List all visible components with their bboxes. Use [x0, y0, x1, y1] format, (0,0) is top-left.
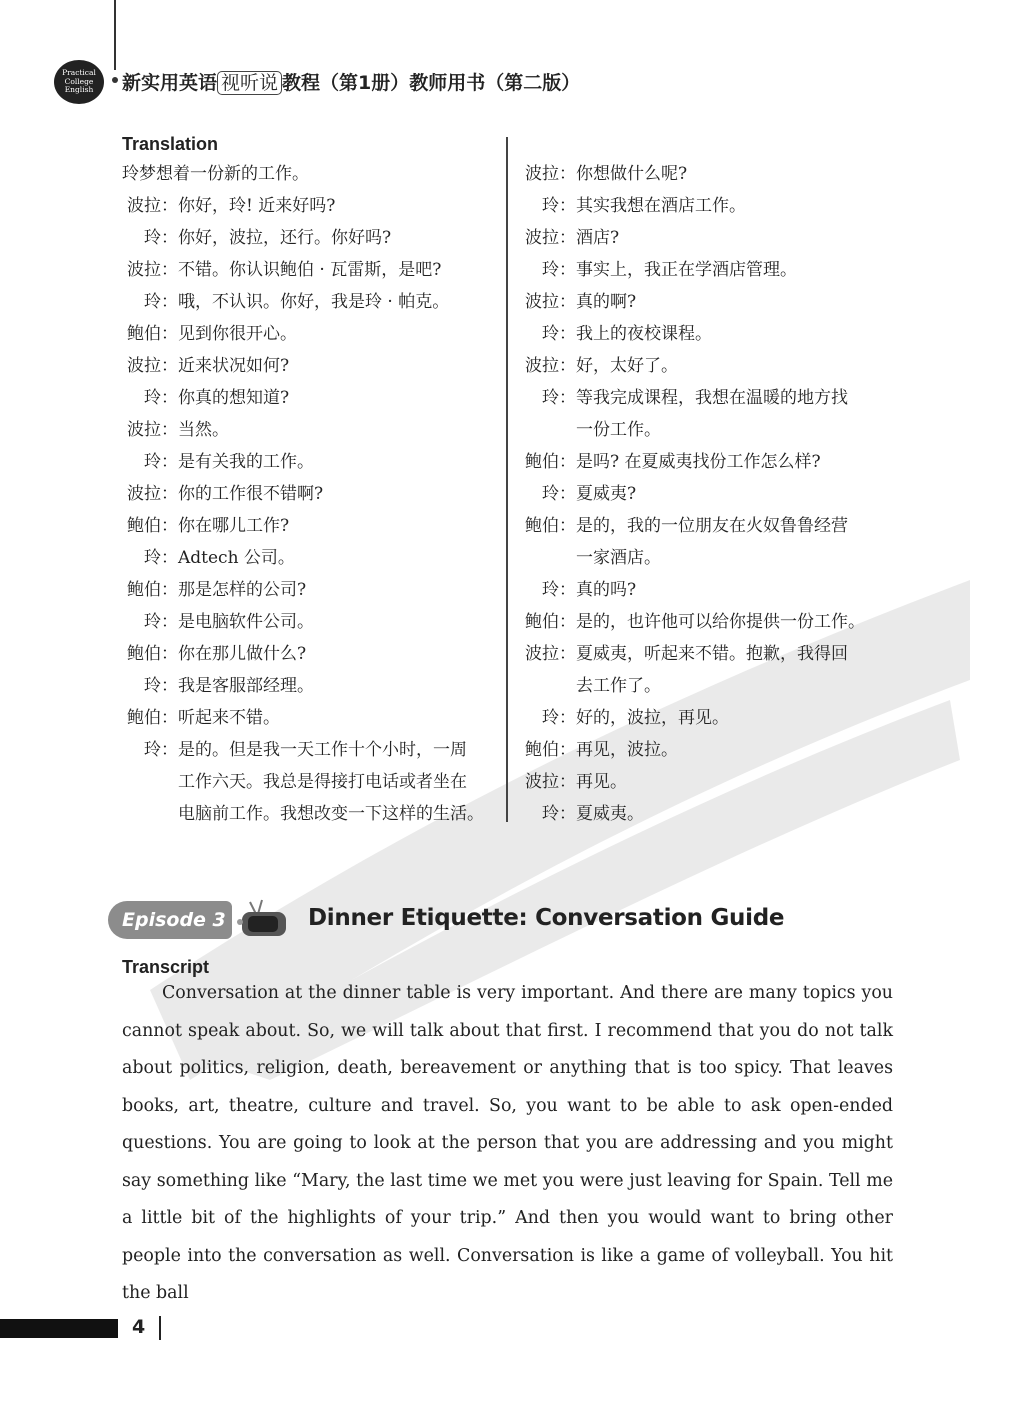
dialogue-text: 近来状况如何?: [178, 356, 290, 376]
dialogue-line: [520, 318, 900, 350]
translation-right-column: [520, 158, 900, 830]
speaker-label: [520, 414, 576, 446]
dialogue-text: 真的吗?: [576, 580, 637, 600]
dialogue-text: 再见，波拉。: [576, 740, 678, 760]
page-number: 4: [132, 1316, 146, 1338]
speaker-label: 鲍伯：: [525, 612, 576, 632]
dialogue-text: 你在那儿做什么?: [178, 644, 307, 664]
dialogue-line: [520, 382, 900, 414]
dialogue-text: 我是客服部经理。: [178, 676, 314, 696]
speaker-label: [520, 670, 576, 702]
footer-bar: [0, 1319, 118, 1338]
dialogue-line: [122, 190, 502, 222]
dialogue-line: [122, 222, 502, 254]
dialogue-text: 那是怎样的公司?: [178, 580, 307, 600]
speaker-label: 玲：: [144, 452, 178, 472]
dialogue-line: [122, 670, 502, 702]
dialogue-text: 你想做什么呢?: [576, 164, 688, 184]
speaker-label: 玲：: [542, 708, 576, 728]
speaker-label: 鲍伯：: [127, 644, 178, 664]
speaker-label: 鲍伯：: [127, 708, 178, 728]
dialogue-text: Adtech 公司。: [178, 548, 295, 568]
transcript-heading: Transcript: [122, 957, 210, 977]
header-rule: [114, 0, 116, 70]
dialogue-line: [122, 638, 502, 670]
dialogue-line: [520, 158, 900, 190]
dialogue-text: 夏威夷，听起来不错。抱歉，我得回: [576, 644, 848, 664]
dialogue-text: 当然。: [178, 420, 229, 440]
dialogue-text: 是有关我的工作。: [178, 452, 314, 472]
speaker-label: 玲：: [144, 676, 178, 696]
dialogue-text: 我上的夜校课程。: [576, 324, 712, 344]
book-logo: [54, 60, 104, 104]
speaker-label: 玲：: [542, 388, 576, 408]
header-title-post: 教程（第1册）教师用书（第二版）: [282, 72, 581, 94]
dialogue-line: [122, 798, 502, 830]
speaker-label: 玲：: [542, 580, 576, 600]
dialogue-text: 是的，也许他可以给你提供一份工作。: [576, 612, 865, 632]
speaker-label: 波拉：: [127, 484, 178, 504]
speaker-label: 玲：: [144, 388, 178, 408]
footer-rule: [159, 1316, 161, 1340]
dialogue-text: 是吗? 在夏威夷找份工作怎么样?: [576, 452, 821, 472]
dialogue-text: 好，太好了。: [576, 356, 678, 376]
logo-line-2: College: [64, 76, 94, 86]
speaker-label: 波拉：: [525, 228, 576, 248]
dialogue-line: [520, 414, 900, 446]
speaker-label: 玲：: [542, 260, 576, 280]
dialogue-line: [122, 734, 502, 766]
speaker-label: 鲍伯：: [525, 516, 576, 536]
dialogue-text: 是的。但是我一天工作十个小时，一周: [178, 740, 467, 760]
dialogue-text: 夏威夷?: [576, 484, 637, 504]
speaker-label: 玲：: [542, 484, 576, 504]
speaker-label: [122, 766, 178, 798]
speaker-label: 波拉：: [525, 644, 576, 664]
episode-tab: Episode 3: [108, 901, 232, 939]
header-title-boxed: 视听说: [217, 71, 282, 95]
speaker-label: 鲍伯：: [127, 516, 178, 536]
dialogue-text: 是电脑软件公司。: [178, 612, 314, 632]
dialogue-text: 夏威夷。: [576, 804, 644, 824]
dialogue-line: [520, 478, 900, 510]
dialogue-text: 你真的想知道?: [178, 388, 290, 408]
speaker-label: 玲：: [144, 292, 178, 312]
transcript-paragraph: Conversation at the dinner table is very important. And there are many topics you cannot speak about. So, we will talk about that first. I recommend that you do not talk about politics, religion, death, bereavement or anything that is too spicy. That leaves books, art, theatre, culture and travel. So, you want to be able to ask open-ended questions. You are going to look at the person that you are addressing and you might say something like “Mary, the last time we met you were just leaving for Spain. Tell me a little bit of the highlights of your trip.” And then you would want to bring other people into the conversation as well. Conversation is like a game of volleyball. You hit the ball: [122, 983, 893, 1303]
speaker-label: 波拉：: [525, 356, 576, 376]
dialogue-text: 见到你很开心。: [178, 324, 297, 344]
header-bullet: [112, 77, 118, 83]
speaker-label: 玲：: [144, 228, 178, 248]
header-title-pre: 新实用英语: [122, 72, 218, 94]
dialogue-line: [122, 478, 502, 510]
dialogue-line: [520, 766, 900, 798]
dialogue-text: 真的啊?: [576, 292, 637, 312]
tv-icon: [236, 898, 292, 942]
speaker-label: 波拉：: [127, 420, 178, 440]
dialogue-line: [122, 510, 502, 542]
dialogue-text: 再见。: [576, 772, 627, 792]
dialogue-text: 哦，不认识。你好，我是玲 · 帕克。: [178, 292, 450, 312]
dialogue-text: 你好，玲! 近来好吗?: [178, 196, 336, 216]
dialogue-line: [520, 606, 900, 638]
dialogue-line: [520, 542, 900, 574]
episode-title: Dinner Etiquette: Conversation Guide: [308, 905, 785, 931]
dialogue-line: [122, 766, 502, 798]
speaker-label: 波拉：: [127, 260, 178, 280]
dialogue-text: 酒店?: [576, 228, 620, 248]
speaker-label: [520, 542, 576, 574]
speaker-label: 玲：: [542, 804, 576, 824]
dialogue-text: 是的，我的一位朋友在火奴鲁鲁经营: [576, 516, 848, 536]
translation-heading: Translation: [122, 134, 219, 154]
speaker-label: 波拉：: [525, 772, 576, 792]
dialogue-line: [520, 510, 900, 542]
dialogue-line: [122, 158, 502, 190]
dialogue-line: [520, 670, 900, 702]
dialogue-line: [520, 798, 900, 830]
dialogue-line: [122, 382, 502, 414]
speaker-label: 波拉：: [127, 356, 178, 376]
speaker-label: 玲：: [542, 324, 576, 344]
speaker-label: 波拉：: [525, 292, 576, 312]
dialogue-text: 你在哪儿工作?: [178, 516, 290, 536]
dialogue-line: [520, 446, 900, 478]
dialogue-text: 一家酒店。: [576, 548, 661, 568]
speaker-label: 波拉：: [127, 196, 178, 216]
dialogue-line: [122, 542, 502, 574]
dialogue-text: 去工作了。: [576, 676, 661, 696]
translation-left-column: [122, 158, 502, 830]
dialogue-line: [520, 254, 900, 286]
dialogue-line: [520, 286, 900, 318]
speaker-label: 玲：: [144, 612, 178, 632]
dialogue-text: 电脑前工作。我想改变一下这样的生活。: [178, 804, 484, 824]
dialogue-text: 好的，波拉，再见。: [576, 708, 729, 728]
dialogue-line: [122, 446, 502, 478]
dialogue-text: 玲梦想着一份新的工作。: [122, 164, 309, 184]
dialogue-text: 你好，波拉，还行。你好吗?: [178, 228, 392, 248]
speaker-label: 玲：: [144, 740, 178, 760]
speaker-label: 鲍伯：: [127, 324, 178, 344]
speaker-label: 波拉：: [525, 164, 576, 184]
dialogue-line: [122, 254, 502, 286]
dialogue-line: [520, 350, 900, 382]
dialogue-line: [520, 638, 900, 670]
speaker-label: 鲍伯：: [127, 580, 178, 600]
dialogue-text: 其实我想在酒店工作。: [576, 196, 746, 216]
logo-line-3: English: [64, 85, 94, 95]
speaker-label: 鲍伯：: [525, 740, 576, 760]
dialogue-line: [520, 702, 900, 734]
running-header: [122, 68, 580, 95]
logo-line-1: Practical: [62, 68, 96, 78]
dialogue-line: [520, 222, 900, 254]
dialogue-text: 你的工作很不错啊?: [178, 484, 324, 504]
speaker-label: 鲍伯：: [525, 452, 576, 472]
dialogue-line: [520, 190, 900, 222]
speaker-label: [122, 798, 178, 830]
dialogue-line: [122, 414, 502, 446]
dialogue-text: 听起来不错。: [178, 708, 280, 728]
dialogue-line: [122, 318, 502, 350]
dialogue-text: 等我完成课程，我想在温暖的地方找: [576, 388, 848, 408]
dialogue-line: [122, 702, 502, 734]
speaker-label: 玲：: [542, 196, 576, 216]
dialogue-line: [520, 734, 900, 766]
column-divider: [506, 137, 508, 822]
dialogue-text: 工作六天。我总是得接打电话或者坐在: [178, 772, 467, 792]
dialogue-line: [122, 574, 502, 606]
dialogue-text: 事实上，我正在学酒店管理。: [576, 260, 797, 280]
dialogue-line: [122, 286, 502, 318]
dialogue-line: [122, 350, 502, 382]
dialogue-text: 不错。你认识鲍伯 · 瓦雷斯，是吧?: [178, 260, 442, 280]
dialogue-text: 一份工作。: [576, 420, 661, 440]
dialogue-line: [520, 574, 900, 606]
speaker-label: 玲：: [144, 548, 178, 568]
dialogue-line: [122, 606, 502, 638]
